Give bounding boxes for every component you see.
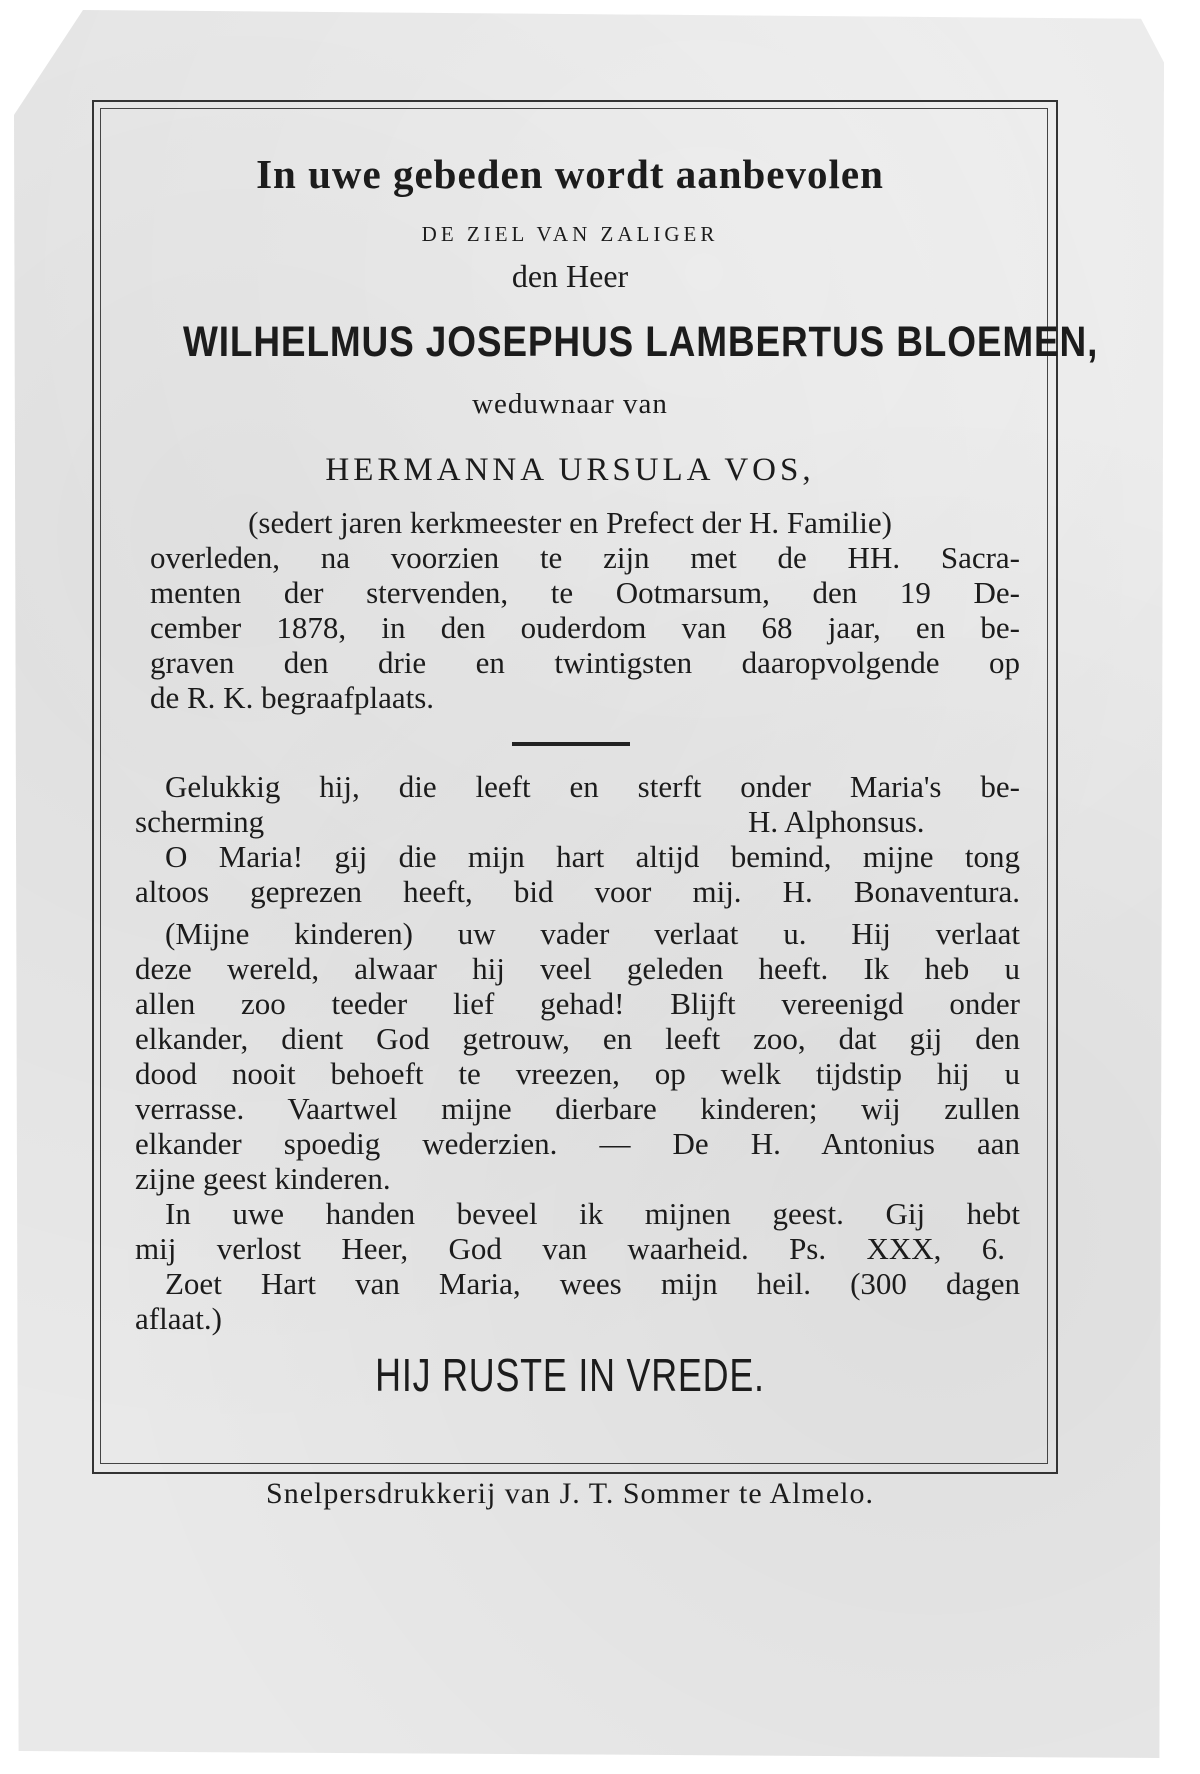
section-divider: [512, 742, 630, 746]
prayer-line: deze wereld, alwaar hij veel geleden heeft. Ik heb u: [135, 951, 1020, 986]
prayer-line: Gelukkig hij, die leeft en sterft onder Maria's be-: [165, 769, 1020, 804]
prayer-line: Zoet Hart van Maria, wees mijn heil. (300 dagen: [165, 1266, 1020, 1301]
spouse-name: HERMANNA URSULA VOS,: [325, 452, 815, 488]
bio-line: menten der stervenden, te Ootmarsum, den 19 De-: [150, 575, 1020, 610]
relation-text: weduwnaar van: [472, 388, 668, 420]
prayer-line: elkander spoedig wederzien. — De H. Antonius aan: [135, 1126, 1020, 1161]
prayer-line: scherming: [135, 804, 265, 839]
bio-line: graven den drie en twintigsten daaropvolgende op: [150, 645, 1020, 680]
prayer-line: aflaat.): [135, 1301, 222, 1336]
honorific: den Heer: [511, 258, 629, 294]
prayer-line: (Mijne kinderen) uw vader verlaat u. Hij verlaat: [165, 916, 1020, 951]
prayer-line: O Maria! gij die mijn hart altijd bemind, mijne tong: [165, 839, 1020, 874]
prayer-line: dood nooit behoeft te vreezen, op welk tijdstip hij u: [135, 1056, 1020, 1091]
prayer-line: In uwe handen beveel ik mijnen geest. Gij hebt: [165, 1196, 1020, 1231]
deceased-name: WILHELMUS JOSEPHUS LAMBERTUS BLOEMEN,: [183, 318, 1099, 366]
closing-blessing: HIJ RUSTE IN VREDE.: [375, 1349, 765, 1401]
prayer-line: elkander, dient God getrouw, en leeft zoo, dat gij den: [135, 1021, 1020, 1056]
bio-line: de R. K. begraafplaats.: [150, 680, 435, 715]
prayer-line: altoos geprezen heeft, bid voor mij. H. Bonaventura.: [135, 874, 1020, 909]
card-title: In uwe gebeden wordt aanbevolen: [256, 151, 884, 197]
bio-line: overleden, na voorzien te zijn met de HH. Sacra-: [150, 540, 1020, 575]
bio-line: cember 1878, in den ouderdom van 68 jaar, en be-: [150, 610, 1020, 645]
prayer-line: zijne geest kinderen.: [135, 1161, 391, 1196]
prayer-attribution: H. Alphonsus.: [748, 804, 925, 839]
card-subtitle: DE ZIEL VAN ZALIGER: [421, 222, 719, 246]
printer-credit: Snelpersdrukkerij van J. T. Sommer te Almelo.: [266, 1477, 874, 1510]
prayer-line: allen zoo teeder lief gehad! Blijft vereenigd onder: [135, 986, 1020, 1021]
prayer-line: mij verlost Heer, God van waarheid. Ps. XXX, 6.: [135, 1231, 1005, 1266]
bio-line: (sedert jaren kerkmeester en Prefect der H. Familie): [248, 505, 892, 540]
prayer-line: verrasse. Vaartwel mijne dierbare kinderen; wij zullen: [135, 1091, 1020, 1126]
